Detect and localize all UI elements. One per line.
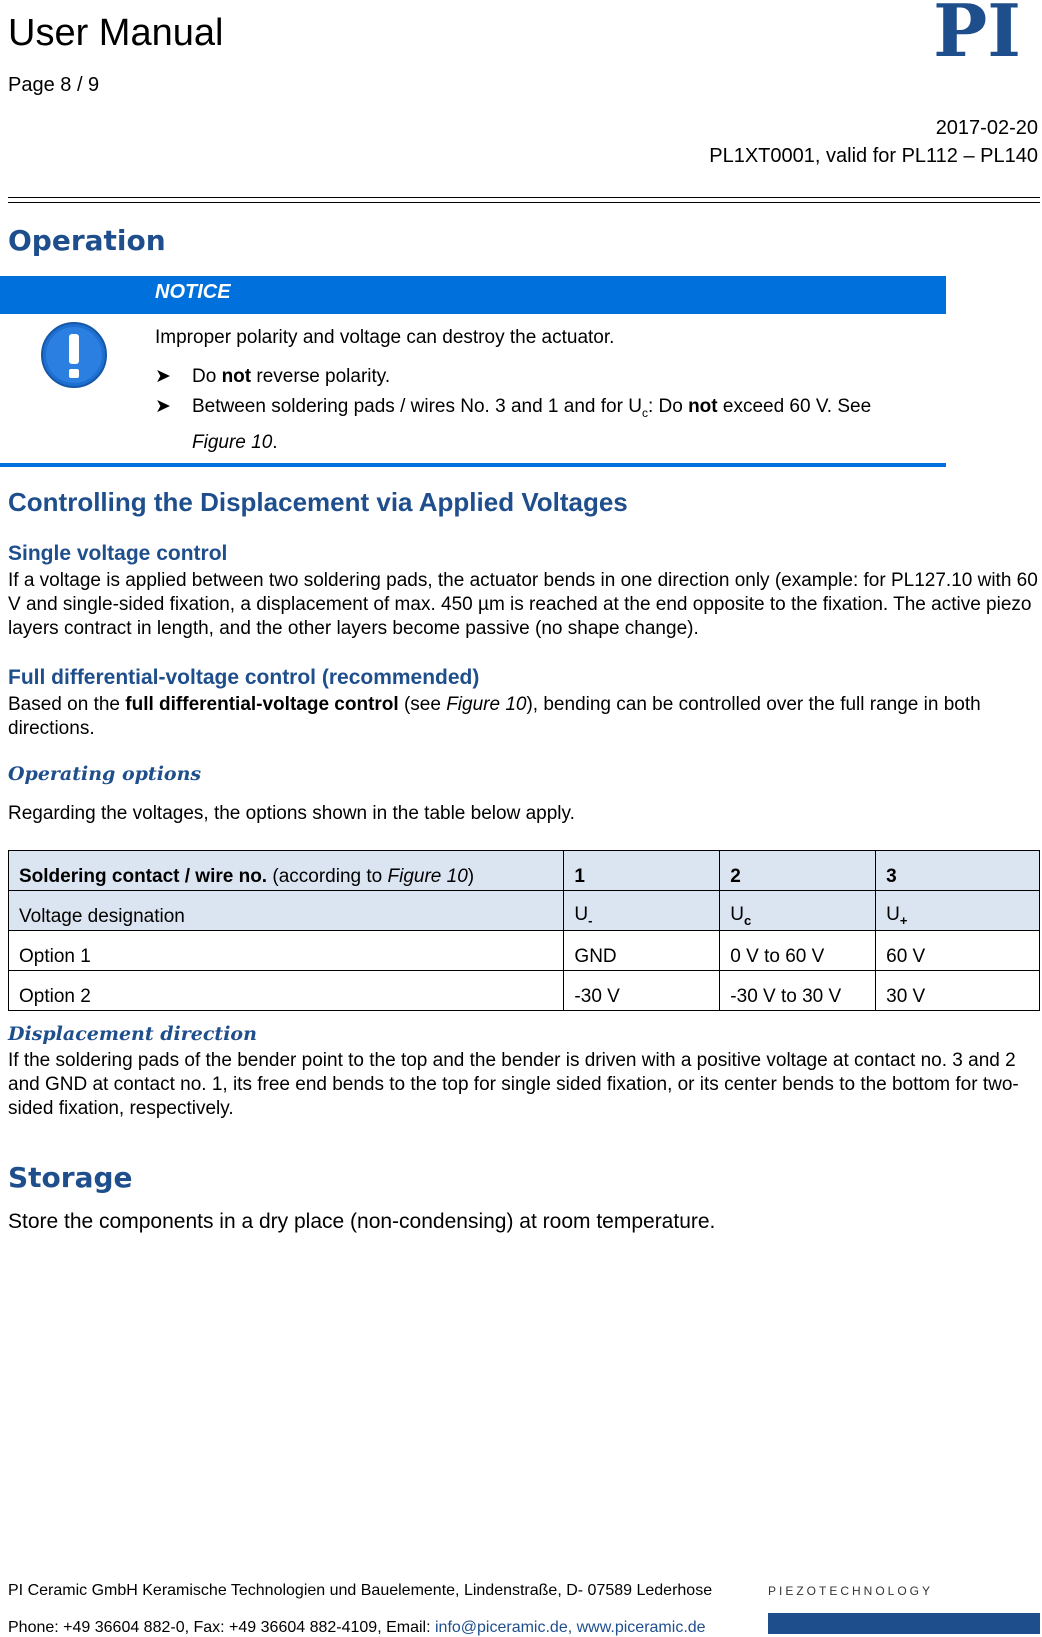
table-cell: GND <box>564 931 720 971</box>
header-rule-bottom <box>8 202 1040 203</box>
notice-bullet: ➤ Between soldering pads / wires No. 3 and 1 and for $U_c$: Do not exceed 60 V. See Figure 10. <box>155 392 945 458</box>
email-link[interactable]: info@piceramic.de <box>434 1619 568 1636</box>
table-row <box>9 971 1040 1011</box>
notice-bottom-rule <box>0 463 946 467</box>
section-title-controlling: Controlling the Displacement via Applied Voltages <box>8 487 628 517</box>
table-header-cell: $U_-$ <box>564 891 720 931</box>
operating-options-table <box>8 850 1040 1011</box>
section-title-operation: Operation <box>8 224 166 257</box>
document-id: PL1XT0001, valid for PL112 – PL140 <box>709 145 1038 167</box>
figure-ref: Figure 10 <box>446 694 527 715</box>
table-cell: 60 V <box>876 931 1040 971</box>
table-header-cell: Soldering contact / wire no. (according to Figure 10) <box>9 851 564 891</box>
single-voltage-text: If a voltage is applied between two soldering pads, the actuator bends in one direction only (example: for PL127.10 with 60 V and single-sided fixation, a displacement of max. 450 µm is reached at the end opposite to the fixation. The active piezo layers contract in length, and the other layers become passive (no shape change). <box>8 570 1038 639</box>
subsection-title-direction: Displacement direction <box>8 1023 257 1045</box>
table-header-cell: $U_+$ <box>876 891 1040 931</box>
footer-contact: Phone: +49 36604 882-0, Fax: +49 36604 882-4109, Email: info@piceramic.de, www.piceramic.de <box>8 1619 706 1636</box>
subsection-title-single: Single voltage control <box>8 542 228 565</box>
arrow-bullet-icon: ➤ <box>155 366 171 387</box>
table-cell: Option 2 <box>9 971 564 1011</box>
table-header-cell: 3 <box>876 851 1040 891</box>
storage-text: Store the components in a dry place (non-condensing) at room temperature. <box>8 1210 716 1233</box>
table-header-row <box>9 891 1040 931</box>
page-number: Page 8 / 9 <box>8 74 100 96</box>
table-header-cell: $U_c$ <box>720 891 876 931</box>
figure-ref: Figure 10 <box>192 431 273 453</box>
table-header-cell: Voltage designation <box>9 891 564 931</box>
subsection-title-options: Operating options <box>8 763 202 785</box>
table-cell: -30 V <box>564 971 720 1011</box>
table-cell: 30 V <box>876 971 1040 1011</box>
pi-logo <box>915 0 1040 62</box>
website-link[interactable]: www.piceramic.de <box>576 1619 706 1636</box>
document-meta <box>709 114 1038 170</box>
document-date: 2017-02-20 <box>935 117 1038 139</box>
document-title: User Manual <box>8 12 224 54</box>
table-cell: Option 1 <box>9 931 564 971</box>
section-title-storage: Storage <box>8 1161 133 1194</box>
full-differential-text: Based on the full differential-voltage control (see Figure 10), bending can be controlled over the full range in both directions. <box>8 694 981 739</box>
options-intro: Regarding the voltages, the options shown in the table below apply. <box>8 803 575 824</box>
table-header-cell: 1 <box>564 851 720 891</box>
notice-intro: Improper polarity and voltage can destroy the actuator. <box>155 327 615 348</box>
footer-brand-bar <box>768 1613 1040 1634</box>
notice-body <box>155 326 945 458</box>
table-header-row <box>9 851 1040 891</box>
subsection-title-full: Full differential-voltage control (recommended) <box>8 666 480 689</box>
svg-text:PI: PI <box>933 0 1021 62</box>
direction-text: If the soldering pads of the bender point to the top and the bender is driven with a positive voltage at contact no. 3 and 2 and GND at contact no. 1, its free end bends to the top for single sided fixation, or its center bends to the bottom for two-sided fixation, respectively. <box>8 1050 1019 1119</box>
table-row <box>9 931 1040 971</box>
table-header-cell: 2 <box>720 851 876 891</box>
exclamation-icon <box>40 321 108 389</box>
header-rule-top <box>8 197 1040 198</box>
notice-header-bar <box>0 276 946 314</box>
notice-bullet: ➤ Do not reverse polarity. <box>155 362 945 392</box>
table-cell: -30 V to 30 V <box>720 971 876 1011</box>
table-cell: 0 V to 60 V <box>720 931 876 971</box>
notice-label: NOTICE <box>155 281 231 303</box>
brand-wordmark: PIEZOTECHNOLOGY <box>768 1584 934 1598</box>
footer-company: PI Ceramic GmbH Keramische Technologien und Bauelemente, Lindenstraße, D- 07589 Lederhose <box>8 1582 713 1599</box>
arrow-bullet-icon: ➤ <box>155 396 171 417</box>
